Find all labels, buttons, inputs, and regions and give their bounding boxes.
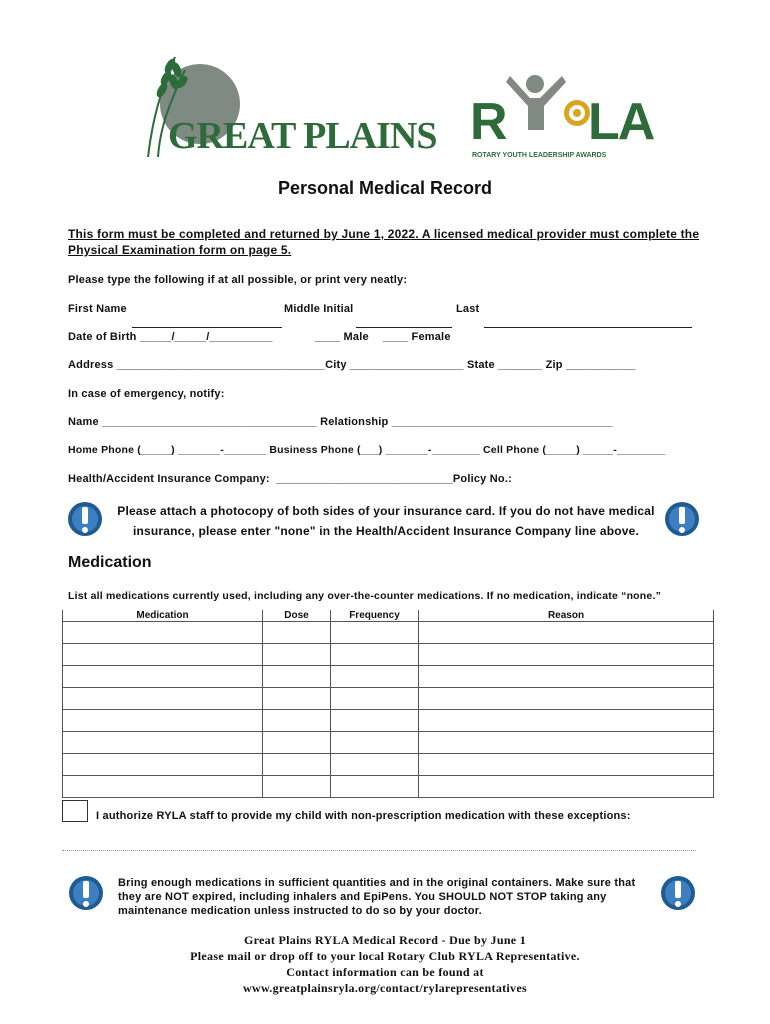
footer-line-3: Contact information can be found at [286,965,484,979]
reason-cell[interactable] [419,644,714,666]
bring-medication-note: Bring enough medications in sufficient quantities and in the original containers. Make sure that they are NOT expired, including inhalers and EpiPens. You SHOULD NOT STOP taking any maintenance medication unless instructed to do so by your doctor. [118,877,636,917]
dose-cell[interactable] [263,688,331,710]
medication-cell[interactable] [63,732,263,754]
first-name-field[interactable] [132,327,282,328]
medication-cell[interactable] [63,666,263,688]
footer-link[interactable]: www.greatplainsryla.org/contact/rylarepresentatives [243,981,527,995]
medication-cell[interactable] [63,644,263,666]
dose-cell[interactable] [263,754,331,776]
table-row [63,732,714,754]
reason-cell[interactable] [419,754,714,776]
table-row [63,754,714,776]
middle-initial-label: Middle Initial [284,303,354,315]
info-exclamation-icon [68,874,104,912]
first-name-label: First Name [68,303,127,315]
dose-cell[interactable] [263,622,331,644]
reason-cell[interactable] [419,776,714,798]
frequency-cell[interactable] [331,776,419,798]
ryla-la: LA [588,93,654,151]
insurance-note: Please attach a photocopy of both sides of your insurance card. If you do not have medical insurance, please enter "none" in the Health/Accident Insurance Company line above. [117,504,655,538]
reason-cell[interactable] [419,666,714,688]
frequency-cell[interactable] [331,754,419,776]
medication-table [62,610,714,798]
info-exclamation-icon [660,874,696,912]
page-title: Personal Medical Record [277,178,493,198]
dose-cell[interactable] [263,666,331,688]
medication-cell[interactable] [63,622,263,644]
medication-cell[interactable] [63,754,263,776]
great-plains-wordmark: GREAT PLAINS [168,115,437,157]
reason-cell[interactable] [419,710,714,732]
info-exclamation-icon [664,500,700,538]
footer [0,932,770,996]
insurance-field[interactable]: ____________________________Policy No.: [276,473,512,485]
exceptions-field[interactable] [62,850,696,851]
frequency-cell[interactable] [331,688,419,710]
instruction-text: Please type the following if at all possible, or print very neatly: [68,274,408,286]
frequency-cell[interactable] [331,732,419,754]
last-name-label: Last [456,303,480,315]
medication-heading: Medication [68,554,152,571]
intro-text: This form must be completed and returned by June 1, 2022. A licensed medical provider must complete the Physical Examination form on page 5. [68,227,700,257]
authorize-checkbox[interactable] [62,800,88,822]
table-row [63,666,714,688]
info-exclamation-icon [67,500,103,538]
female-field[interactable]: ____ Female [383,331,451,343]
authorize-text: I authorize RYLA staff to provide my child with non-prescription medication with these exceptions: [96,810,631,822]
reason-cell[interactable] [419,688,714,710]
table-row [63,644,714,666]
footer-line-2: Please mail or drop off to your local Rotary Club RYLA Representative. [190,949,580,963]
footer-line-1: Great Plains RYLA Medical Record - Due by June 1 [243,933,527,947]
great-plains-logo [130,52,460,162]
table-row [63,776,714,798]
medication-cell[interactable] [63,688,263,710]
emergency-name-field[interactable]: Name __________________________________ Relationship ___________________________________ [68,416,613,428]
col-dose: Dose [263,610,331,622]
dose-cell[interactable] [263,710,331,732]
col-medication: Medication [63,610,263,622]
table-row [63,710,714,732]
phone-fields[interactable]: Home Phone (_____) _______-_______ Business Phone (___) _______-________ Cell Phone (_____) _____-________ [68,444,666,456]
reason-cell[interactable] [419,732,714,754]
last-name-field[interactable] [484,327,692,328]
insurance-label: Health/Accident Insurance Company: [68,473,270,485]
dose-cell[interactable] [263,644,331,666]
frequency-cell[interactable] [331,622,419,644]
male-field[interactable]: ____ Male [315,331,369,343]
middle-initial-field[interactable] [356,327,452,328]
address-field[interactable]: Address _________________________________City __________________ State _______ Zip ___________ [68,359,636,371]
col-frequency: Frequency [331,610,419,622]
ryla-logo [470,70,654,165]
dob-field[interactable]: Date of Birth _____/_____/__________ [68,331,273,343]
frequency-cell[interactable] [331,666,419,688]
dose-cell[interactable] [263,776,331,798]
table-row [63,688,714,710]
medication-cell[interactable] [63,710,263,732]
medication-instruction: List all medications currently used, including any over-the-counter medications. If no medication, indicate “none.” [68,590,662,602]
col-reason: Reason [419,610,714,622]
frequency-cell[interactable] [331,644,419,666]
ryla-r: R [470,93,508,151]
ryla-tagline: ROTARY YOUTH LEADERSHIP AWARDS [472,152,607,159]
emergency-label: In case of emergency, notify: [68,388,225,400]
frequency-cell[interactable] [331,710,419,732]
dose-cell[interactable] [263,732,331,754]
medication-cell[interactable] [63,776,263,798]
reason-cell[interactable] [419,622,714,644]
table-row [63,622,714,644]
